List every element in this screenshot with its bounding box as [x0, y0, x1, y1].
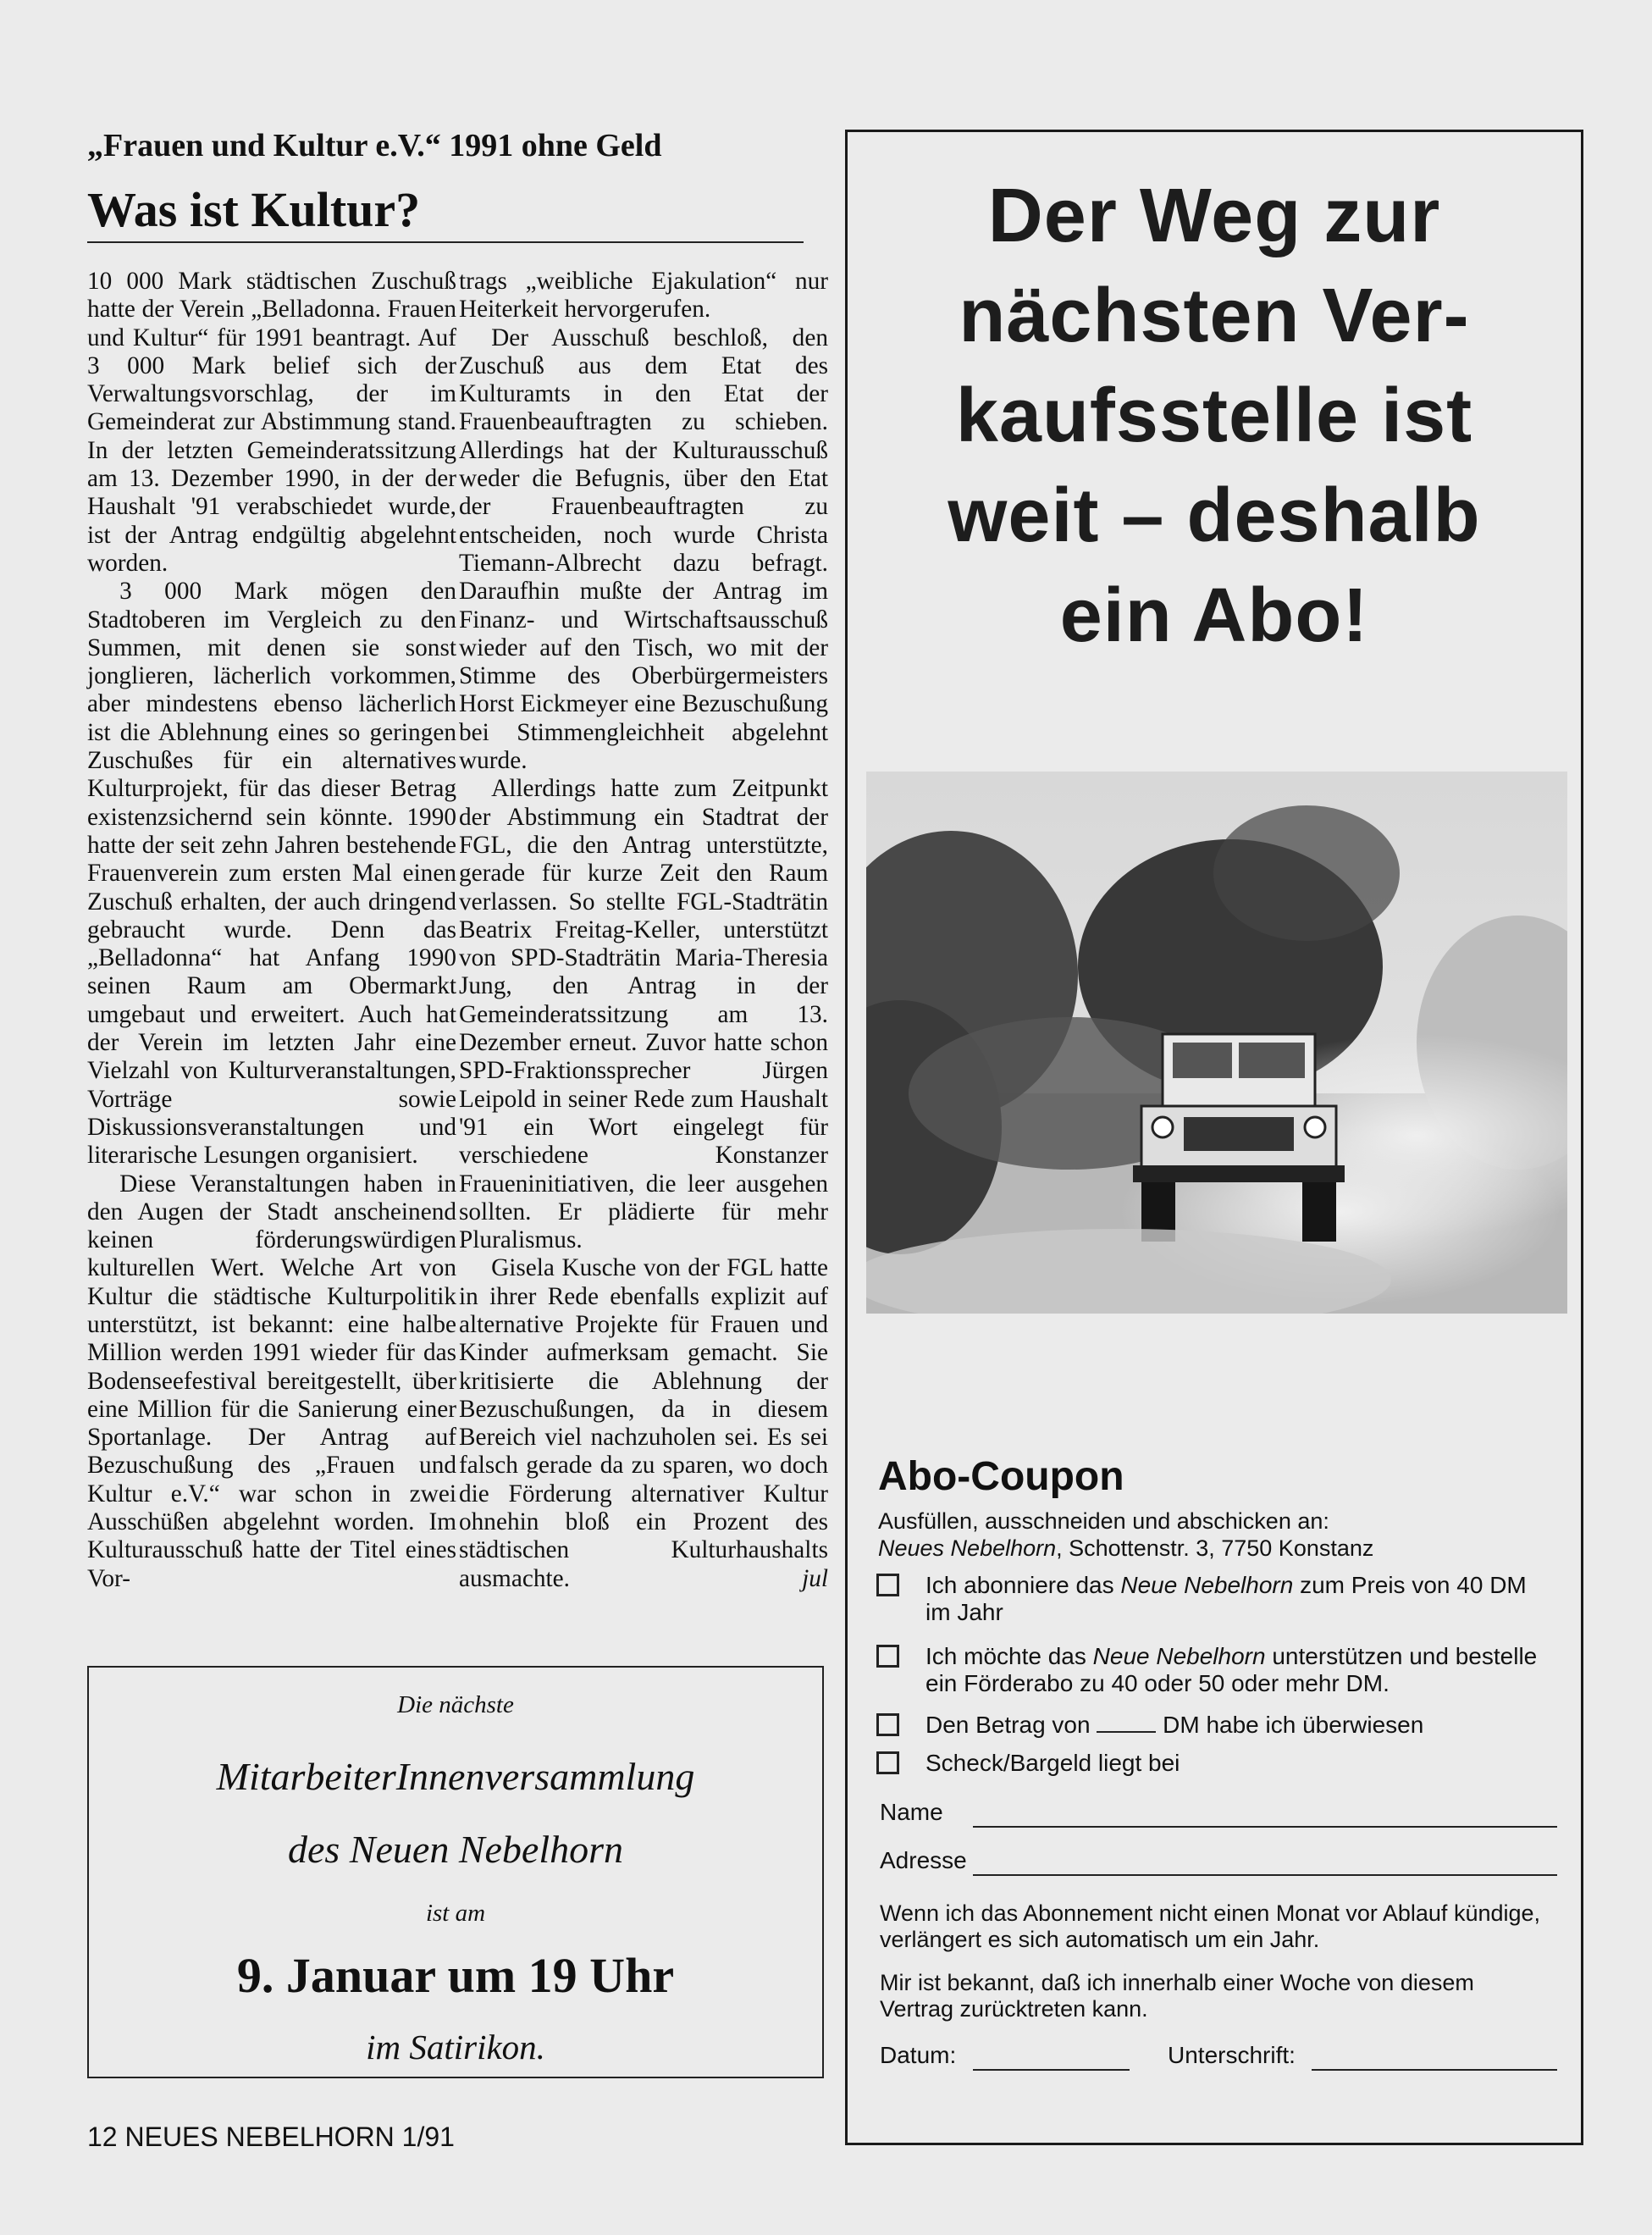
checkbox[interactable] — [876, 1645, 899, 1668]
ad-headline-line: nächsten Ver- — [959, 274, 1470, 358]
field-label: Name — [880, 1799, 943, 1825]
coupon-instruction: Ausfüllen, ausschneiden und abschicken an: — [878, 1508, 1329, 1534]
name-field[interactable] — [880, 1799, 943, 1826]
publication-name: Neues Nebelhorn — [878, 1535, 1057, 1561]
legal-notice-renewal: Wenn ich das Abonnement nicht einen Monat vor Ablauf kündige, verlängert es sich automatisch um ein Jahr. — [880, 1900, 1541, 1952]
option-cash[interactable] — [876, 1750, 1554, 1777]
paragraph: Allerdings hatte zum Zeitpunkt der Abstimmung ein Stadtrat der FGL, die den Antrag unterstützte, gerade für kurze Zeit den Raum verlassen. So stellte FGL-Stadträtin Beatrix Freitag-Keller, unterstützt von SPD-Stadträtin Maria-Theresia Jung, den Antrag in der Gemeinderatssitzung am 13. Dezember erneut. Zuvor hatte schon SPD-Fraktionssprecher Jürgen Leipold in seiner Rede zum Haushalt '91 ein Wort eingelegt für verschiedene Konstanzer Fraueninitiativen, die leer ausgehen sollten. Er plädierte für mehr Pluralismus. — [459, 775, 828, 1254]
coupon-address — [878, 1535, 1373, 1562]
name-line[interactable] — [973, 1824, 1557, 1828]
jeep-photo — [866, 772, 1567, 1314]
coupon-intro — [878, 1508, 1373, 1562]
meeting-notice-box — [87, 1666, 824, 2078]
amount-blank[interactable] — [1097, 1712, 1156, 1733]
checkbox[interactable] — [876, 1574, 899, 1596]
paragraph-text: Gisela Kusche von der FGL hatte in ihrer Rede ebenfalls explizit auf alternative Projekte für Frauen und Kinder aufmerksam gemacht. Sie kritisierte die Ablehnung der Bezuschußungen, da in diesem Bereich viel nachzuholen sei. Es sei falsch gerade da zu sparen, wo doch die Förderung alternativer Kultur ohnehin bloß ein Prozent des städtischen Kulturhaushalts ausmachte. — [459, 1254, 828, 1592]
notice-date: 9. Januar um 19 Uhr — [236, 1948, 675, 2003]
notice-line: Die nächste — [397, 1691, 514, 1718]
paragraph: 10 000 Mark städtischen Zuschuß hatte der Verein „Belladonna. Frauen und Kultur“ für 1991 beantragt. Auf 3 000 Mark belief sich der Verwaltungsvorschlag, der im Gemeinderat zur Abstimmung stand. In der letzten Gemeinderatssitzung am 13. Dezember 1990, in der der Haushalt '91 verabschiedet wurde, ist der Antrag endgültig abgelehnt worden. — [87, 268, 456, 577]
date-signature-row — [880, 2042, 1557, 2069]
coupon-title: Abo-Coupon — [878, 1454, 1124, 1499]
paragraph: Diese Veranstaltungen haben in den Augen der Stadt anscheinend keinen förderungswürdigen kulturellen Wert. Welche Art von Kultur die städtische Kulturpolitik unterstützt, ist bekannt: eine halbe Million werden 1991 wieder für das Bodenseefestival bereitgestellt, über eine Million für die Sanierung einer Sportanlage. Der Antrag auf Bezuschußung des „Frauen und Kultur e.V.“ war schon in zwei Ausschüßen abgelehnt worden. Im Kulturausschuß hatte der Titel eines Vor- — [87, 1170, 456, 1592]
article-kicker: „Frauen und Kultur e.V.“ 1991 ohne Geld — [87, 128, 662, 163]
paragraph: 3 000 Mark mögen den Stadtoberen im Vergleich zu den Summen, mit denen sie sonst jonglieren, lächerlich vorkommen, aber mindestens ebenso lächerlich ist die Ablehnung eines so geringen Zuschußes für ein alternatives Kulturprojekt, für das dieser Betrag existenzsichernd sein könnte. 1990 hatte der seit zehn Jahren bestehende Frauenverein zum ersten Mal einen Zuschuß erhalten, der auch dringend gebraucht wurde. Denn das „Belladonna“ hat Anfang 1990 seinen Raum am Obermarkt umgebaut und erweitert. Auch hat der Verein im letzten Jahr eine Vielzahl von Kulturveranstaltungen, Vorträge sowie Diskussionsveranstaltungen und literarische Lesungen organisiert. — [87, 578, 456, 1170]
date-label: Datum: — [880, 2042, 957, 2068]
page-footer: 12 NEUES NEBELHORN 1/91 — [87, 2122, 455, 2152]
subscription-ad — [845, 130, 1583, 2145]
address-text: , Schottenstr. 3, 7750 Konstanz — [1056, 1535, 1374, 1561]
notice-title: MitarbeiterInnenversammlung — [216, 1755, 695, 1798]
paragraph: Der Ausschuß beschloß, den Zuschuß aus dem Etat des Kulturamts in den Etat der Frauenbeauftragten zu schieben. Allerdings hat der Kulturausschuß weder die Befugnis, über den Etat der Frauenbeauftragten zu entscheiden, noch wurde Christa Tiemann-Albrecht dazu befragt. Daraufhin mußte der Antrag im Finanz- und Wirtschaftsausschuß wieder auf den Tisch, wo mit der Stimme des Oberbürgermeisters Horst Eickmeyer eine Bezuschußung bei Stimmengleichheit abgelehnt wurde. — [459, 324, 828, 775]
address-field[interactable] — [880, 1847, 967, 1874]
option-transferred[interactable] — [876, 1712, 1554, 1739]
option-label: Ich möchte das Neue Nebelhorn unterstützen und bestelle ein Förderabo zu 40 oder 50 oder mehr DM. — [925, 1643, 1538, 1696]
option-support[interactable] — [876, 1643, 1554, 1697]
option-label: Den Betrag von DM habe ich überwiesen — [925, 1712, 1424, 1738]
notice-line: des Neuen Nebelhorn — [287, 1828, 624, 1871]
checkbox[interactable] — [876, 1751, 899, 1774]
signature-line[interactable] — [1312, 2067, 1557, 2071]
option-subscribe[interactable] — [876, 1572, 1554, 1626]
legal-notice-withdrawal: Mir ist bekannt, daß ich innerhalb einer Woche von diesem Vertrag zurücktreten kann. — [880, 1970, 1474, 2022]
field-label: Adresse — [880, 1847, 967, 1873]
paragraph — [459, 1254, 828, 1593]
address-line[interactable] — [973, 1873, 1557, 1876]
article-headline: Was ist Kultur? — [87, 181, 804, 243]
ad-headline — [848, 166, 1581, 666]
ad-headline-line: kaufsstelle ist — [955, 373, 1473, 458]
notice-line: ist am — [425, 1900, 486, 1927]
notice-location: im Satirikon. — [366, 2028, 545, 2066]
checkbox[interactable] — [876, 1713, 899, 1736]
option-label: Scheck/Bargeld liegt bei — [925, 1750, 1180, 1776]
article-column-1 — [87, 268, 456, 1593]
ad-headline-line: ein Abo! — [1059, 573, 1369, 658]
date-line[interactable] — [973, 2067, 1130, 2071]
article-column-2 — [459, 268, 828, 1593]
option-label: Ich abonniere das Neue Nebelhorn zum Preis von 40 DM im Jahr — [925, 1572, 1527, 1625]
signature-label: Unterschrift: — [1168, 2042, 1296, 2068]
ad-headline-line: weit – deshalb — [948, 473, 1481, 558]
ad-headline-line: Der Weg zur — [987, 174, 1441, 258]
author-signature: jul — [802, 1564, 828, 1592]
paragraph: trags „weibliche Ejakulation“ nur Heiterkeit hervorgerufen. — [459, 268, 828, 324]
